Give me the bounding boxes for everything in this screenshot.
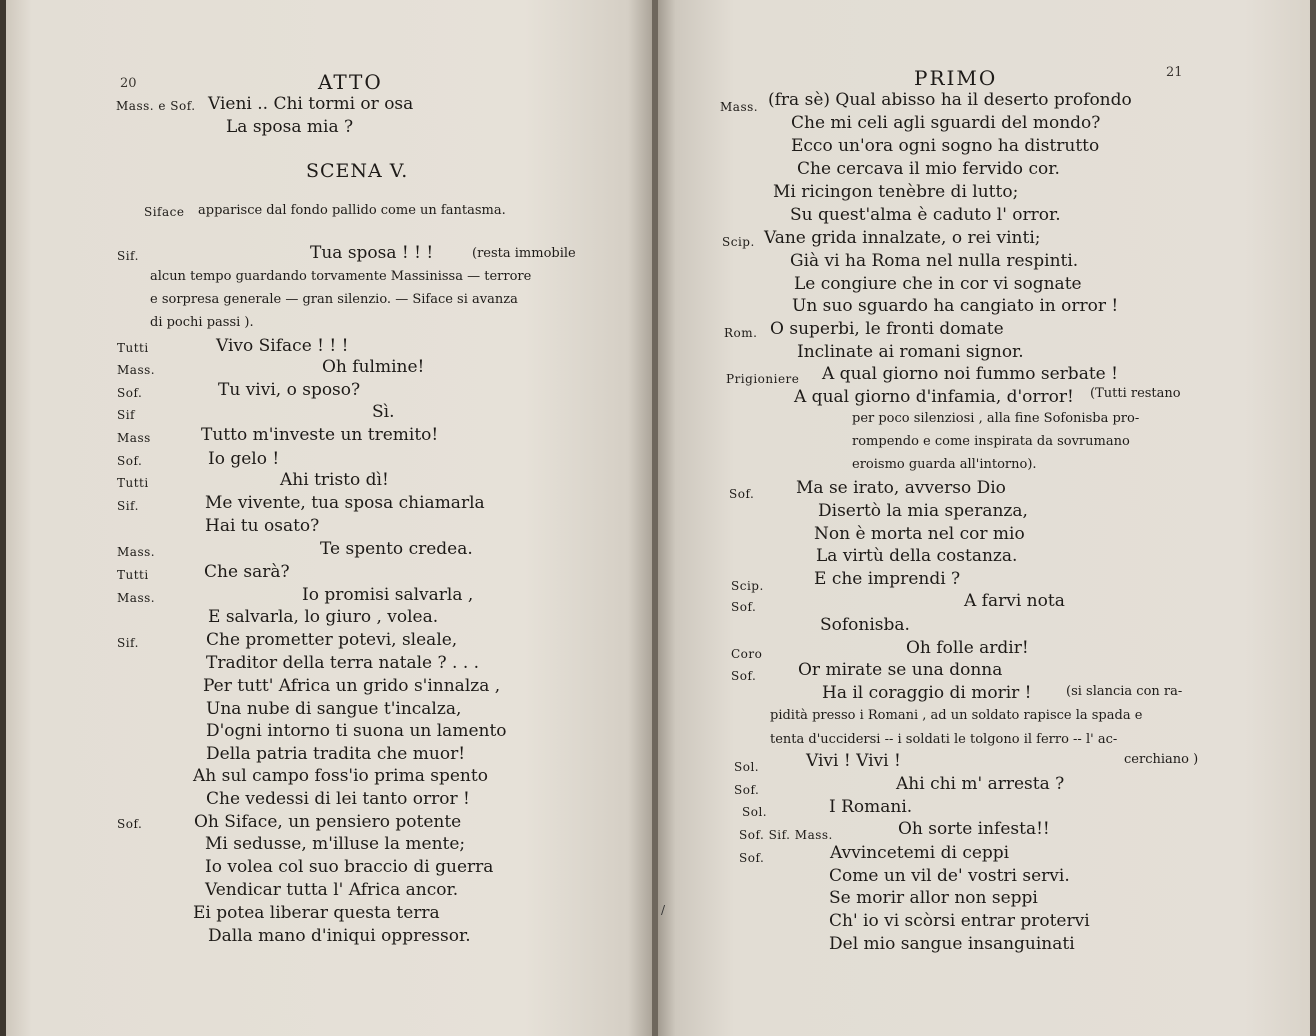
verse-line: Ah sul campo foss'io prima spento xyxy=(193,766,488,786)
verse-line: Tutto m'investe un tremito! xyxy=(201,425,439,445)
running-head-right: PRIMO xyxy=(914,66,998,90)
verse-line: Or mirate se una donna xyxy=(798,660,1003,680)
speaker-label: Tutti xyxy=(117,568,149,582)
speaker-label: Tutti xyxy=(117,341,149,355)
verse-line: O superbi, le fronti domate xyxy=(770,319,1004,339)
verse-line: Già vi ha Roma nel nulla respinti. xyxy=(790,251,1079,271)
book-gutter xyxy=(652,0,658,1036)
speaker-label: Sof. xyxy=(731,669,757,683)
speaker-label: Siface xyxy=(144,205,185,219)
verse-line: Traditor della terra natale ? . . . xyxy=(206,653,480,673)
speaker-label: Prigioniere xyxy=(726,372,800,386)
verse-line: Della patria tradita che muor! xyxy=(206,744,466,764)
speaker-label: Tutti xyxy=(117,476,149,490)
verse-line: Tua sposa ! ! ! xyxy=(310,243,434,263)
speaker-label: Mass xyxy=(117,431,151,445)
verse-line: Su quest'alma è caduto l' orror. xyxy=(790,205,1061,225)
stage-direction: cerchiano ) xyxy=(1124,752,1199,767)
verse-line: Ha il coraggio di morir ! xyxy=(822,683,1032,703)
verse-line: Io promisi salvarla , xyxy=(302,585,474,605)
verse-line: Vivo Siface ! ! ! xyxy=(216,336,349,356)
speaker-label: Sif. xyxy=(117,499,139,513)
speaker-label: Sof. xyxy=(117,454,143,468)
verse-line: Vendicar tutta l' Africa ancor. xyxy=(205,880,459,900)
running-head-left: ATTO xyxy=(318,70,383,94)
speaker-label: Sif xyxy=(117,408,135,422)
speaker-label: Scip. xyxy=(731,579,764,593)
verse-line: Per tutt' Africa un grido s'innalza , xyxy=(203,676,501,696)
verse-line: Ma se irato, avverso Dio xyxy=(796,478,1006,498)
speaker-label: Sof. xyxy=(729,487,755,501)
stage-direction: eroismo guarda all'intorno). xyxy=(852,457,1037,472)
verse-line: Che mi celi agli sguardi del mondo? xyxy=(791,113,1101,133)
speaker-label: Sof. xyxy=(734,783,760,797)
verse-line: La sposa mia ? xyxy=(226,117,354,137)
verse-line: Ahi chi m' arresta ? xyxy=(896,774,1065,794)
stage-direction: di pochi passi ). xyxy=(150,315,254,330)
verse-line: D'ogni intorno ti suona un lamento xyxy=(206,721,507,741)
speaker-label: Mass. e Sof. xyxy=(116,99,196,113)
verse-line: Io gelo ! xyxy=(208,449,280,469)
verse-line: A qual giorno noi fummo serbate ! xyxy=(822,364,1118,384)
speaker-label: Sof. xyxy=(117,817,143,831)
book-edge-right xyxy=(1310,0,1316,1036)
verse-line: Mi sedusse, m'illuse la mente; xyxy=(205,834,466,854)
speaker-label: Sof. xyxy=(739,851,765,865)
verse-line: Me vivente, tua sposa chiamarla xyxy=(205,493,485,513)
page-number-left: 20 xyxy=(120,76,137,91)
stage-direction: apparisce dal fondo pallido come un fantasma. xyxy=(198,203,506,218)
verse-line: Vieni .. Chi tormi or osa xyxy=(208,94,414,114)
verse-line: Sì. xyxy=(372,402,395,422)
stage-direction: (si slancia con ra- xyxy=(1066,684,1183,699)
verse-line: La virtù della costanza. xyxy=(816,546,1018,566)
verse-line: Del mio sangue insanguinati xyxy=(829,934,1075,954)
page-number-right: 21 xyxy=(1166,65,1183,80)
stage-direction: e sorpresa generale — gran silenzio. — Siface si avanza xyxy=(150,292,518,307)
speaker-label: Mass. xyxy=(117,363,156,377)
speaker-label: Sof. xyxy=(117,386,143,400)
verse-line: Che prometter potevi, sleale, xyxy=(206,630,458,650)
stray-ink-mark: / xyxy=(661,903,666,917)
verse-line: E che imprendi ? xyxy=(814,569,961,589)
verse-line: E salvarla, lo giuro , volea. xyxy=(208,607,439,627)
verse-line: Ecco un'ora ogni sogno ha distrutto xyxy=(791,136,1100,156)
verse-line: Tu vivi, o sposo? xyxy=(218,380,361,400)
verse-line: Che sarà? xyxy=(204,562,290,582)
verse-line: A qual giorno d'infamia, d'orror! xyxy=(794,387,1074,407)
verse-line: I Romani. xyxy=(829,797,913,817)
verse-line: Inclinate ai romani signor. xyxy=(797,342,1024,362)
speaker-label: Sif. xyxy=(117,249,139,263)
scene-heading: SCENA V. xyxy=(306,160,409,182)
verse-line: Sofonisba. xyxy=(820,615,910,635)
verse-line: Che cercava il mio fervido cor. xyxy=(797,159,1060,179)
stage-direction: (resta immobile xyxy=(472,246,576,261)
verse-line: Te spento credea. xyxy=(320,539,473,559)
speaker-label: Mass. xyxy=(117,545,156,559)
verse-line: Ei potea liberar questa terra xyxy=(193,903,440,923)
verse-line: Mi ricingon tenèbre di lutto; xyxy=(773,182,1019,202)
verse-line: Oh sorte infesta!! xyxy=(898,819,1050,839)
speaker-label: Mass. xyxy=(720,100,759,114)
verse-line: (fra sè) Qual abisso ha il deserto profondo xyxy=(768,90,1132,110)
verse-line: Ahi tristo dì! xyxy=(280,470,389,490)
verse-line: Le congiure che in cor vi sognate xyxy=(794,274,1082,294)
verse-line: Oh folle ardir! xyxy=(906,638,1029,658)
verse-line: Se morir allor non seppi xyxy=(829,888,1038,908)
speaker-label: Rom. xyxy=(724,326,758,340)
stage-direction: rompendo e come inspirata da sovrumano xyxy=(852,434,1130,449)
verse-line: Oh Siface, un pensiero potente xyxy=(194,812,462,832)
verse-line: Un suo sguardo ha cangiato in orror ! xyxy=(792,296,1119,316)
speaker-label: Scip. xyxy=(722,235,755,249)
stage-direction: tenta d'uccidersi -- i soldati le tolgono il ferro -- l' ac- xyxy=(770,732,1118,747)
verse-line: Vivi ! Vivi ! xyxy=(806,751,901,771)
verse-line: Disertò la mia speranza, xyxy=(818,501,1028,521)
stage-direction: alcun tempo guardando torvamente Massinissa — terrore xyxy=(150,269,532,284)
verse-line: Dalla mano d'iniqui oppressor. xyxy=(208,926,471,946)
stage-direction: (Tutti restano xyxy=(1090,386,1181,401)
speaker-label: Mass. xyxy=(117,591,156,605)
verse-line: Come un vil de' vostri servi. xyxy=(829,866,1070,886)
verse-line: Io volea col suo braccio di guerra xyxy=(205,857,494,877)
speaker-label: Sof. Sif. Mass. xyxy=(739,828,833,842)
verse-line: Oh fulmine! xyxy=(322,357,425,377)
speaker-label: Sol. xyxy=(734,760,760,774)
speaker-label: Coro xyxy=(731,647,763,661)
verse-line: Non è morta nel cor mio xyxy=(814,524,1025,544)
speaker-label: Sif. xyxy=(117,636,139,650)
verse-line: Una nube di sangue t'incalza, xyxy=(206,699,462,719)
verse-line: Hai tu osato? xyxy=(205,516,320,536)
verse-line: Vane grida innalzate, o rei vinti; xyxy=(764,228,1041,248)
verse-line: Che vedessi di lei tanto orror ! xyxy=(206,789,470,809)
stage-direction: pidità presso i Romani , ad un soldato rapisce la spada e xyxy=(770,708,1143,723)
speaker-label: Sol. xyxy=(742,805,768,819)
verse-line: Ch' io vi scòrsi entrar protervi xyxy=(829,911,1090,931)
speaker-label: Sof. xyxy=(731,600,757,614)
stage-direction: per poco silenziosi , alla fine Sofonisba pro- xyxy=(852,411,1140,426)
verse-line: A farvi nota xyxy=(964,591,1065,611)
verse-line: Avvincetemi di ceppi xyxy=(830,843,1010,863)
